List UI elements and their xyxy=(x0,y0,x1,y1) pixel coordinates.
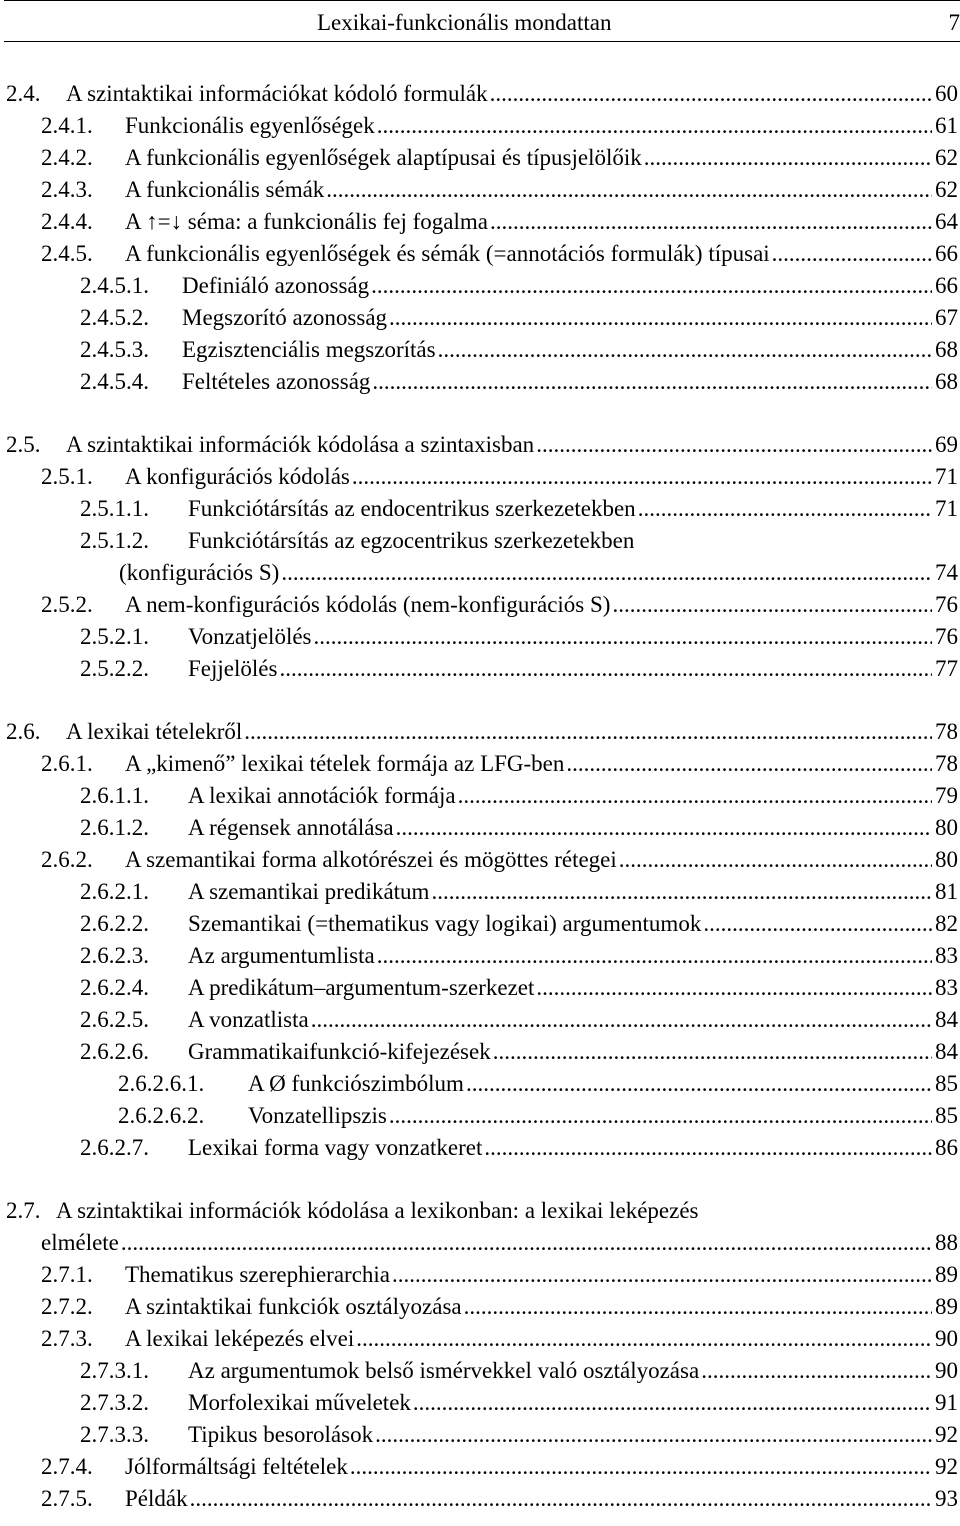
toc-entry-number: 2.4.4. xyxy=(41,209,93,234)
toc-entry-title: Az argumentumok belső ismérvekkel való osztályozása xyxy=(188,1358,700,1383)
toc-entry-title-continuation: elmélete xyxy=(41,1230,119,1255)
dot-leader xyxy=(377,111,932,141)
toc-entry[interactable] xyxy=(80,813,958,843)
toc-entry-title: A funkcionális egyenlőségek és sémák (=annotációs formulák) típusai xyxy=(125,241,770,266)
toc-entry-number: 2.4.3. xyxy=(41,177,93,202)
toc-entry-continuation[interactable] xyxy=(41,1228,958,1258)
toc-entry-page: 66 xyxy=(935,241,958,266)
toc-entry-page: 84 xyxy=(935,1039,958,1064)
toc-entry-continuation[interactable] xyxy=(119,558,958,588)
toc-entry-page: 66 xyxy=(935,273,958,298)
dot-leader xyxy=(536,430,932,460)
toc-entry-number: 2.5.1.1. xyxy=(80,496,149,521)
toc-entry-page: 68 xyxy=(935,337,958,362)
toc-entry[interactable] xyxy=(80,1005,958,1035)
toc-entry[interactable] xyxy=(41,143,958,173)
toc-entry-title: Példák xyxy=(125,1486,188,1511)
dot-leader xyxy=(326,175,932,205)
dot-leader xyxy=(314,622,933,652)
toc-entry-number: 2.6.1. xyxy=(41,751,93,776)
toc-entry-title: A szintaktikai funkciók osztályozása xyxy=(125,1294,462,1319)
toc-entry-title: Fejjelölés xyxy=(188,656,278,681)
toc-entry-number: 2.7.3.1. xyxy=(80,1358,149,1383)
toc-entry[interactable] xyxy=(41,845,958,875)
toc-entry-page: 90 xyxy=(935,1326,958,1351)
toc-entry-page: 81 xyxy=(935,879,958,904)
toc-entry-title: A „kimenő” lexikai tételek formája az LFG-ben xyxy=(125,751,565,776)
dot-leader xyxy=(244,717,932,747)
dot-leader xyxy=(490,79,932,109)
toc-entry-title: A konfigurációs kódolás xyxy=(125,464,350,489)
toc-entry-page: 91 xyxy=(935,1390,958,1415)
toc-entry[interactable] xyxy=(41,239,958,269)
toc-entry-number: 2.7.4. xyxy=(41,1454,93,1479)
toc-entry[interactable] xyxy=(41,1260,958,1290)
toc-entry[interactable] xyxy=(6,79,958,109)
toc-entry-page: 93 xyxy=(935,1486,958,1511)
toc-entry[interactable] xyxy=(118,1101,958,1131)
toc-entry-number: 2.5. xyxy=(6,432,41,457)
toc-entry[interactable] xyxy=(80,1037,958,1067)
dot-leader xyxy=(619,845,932,875)
toc-entry-number: 2.7.3.3. xyxy=(80,1422,149,1447)
dot-leader xyxy=(190,1484,932,1514)
toc-entry-title: Jólformáltsági feltételek xyxy=(125,1454,348,1479)
dot-leader xyxy=(438,335,932,365)
toc-entry-page: 80 xyxy=(935,815,958,840)
toc-entry[interactable] xyxy=(41,207,958,237)
dot-leader xyxy=(311,1005,932,1035)
toc-entry-number: 2.6.2.5. xyxy=(80,1007,149,1032)
toc-entry-number: 2.4.2. xyxy=(41,145,93,170)
toc-entry[interactable] xyxy=(80,526,634,556)
toc-entry-title: Funkciótársítás az egzocentrikus szerkezetekben xyxy=(188,528,635,553)
dot-leader xyxy=(389,303,932,333)
toc-entry-page: 92 xyxy=(935,1454,958,1479)
toc-entry-number: 2.5.2.1. xyxy=(80,624,149,649)
toc-entry-title: A szemantikai forma alkotórészei és mögöttes rétegei xyxy=(125,847,617,872)
toc-entry-title: Morfolexikai műveletek xyxy=(188,1390,411,1415)
dot-leader xyxy=(377,941,932,971)
dot-leader xyxy=(484,1133,932,1163)
toc-entry-number: 2.7.3. xyxy=(41,1326,93,1351)
toc-entry[interactable] xyxy=(80,941,958,971)
toc-entry-number: 2.5.1.2. xyxy=(80,528,149,553)
toc-entry-page: 82 xyxy=(935,911,958,936)
dot-leader xyxy=(493,1037,932,1067)
toc-entry-number: 2.4.5.1. xyxy=(80,273,149,298)
toc-entry-page: 76 xyxy=(935,592,958,617)
toc-entry[interactable] xyxy=(41,1292,958,1322)
toc-entry-page: 80 xyxy=(935,847,958,872)
toc-entry-page: 79 xyxy=(935,783,958,808)
dot-leader xyxy=(372,367,932,397)
toc-entry-number: 2.6.1.1. xyxy=(80,783,149,808)
toc-entry-number: 2.4.5.3. xyxy=(80,337,149,362)
toc-entry-title: Az argumentumlista xyxy=(188,943,375,968)
toc-entry[interactable] xyxy=(118,1069,958,1099)
toc-entry-title: Funkciótársítás az endocentrikus szerkezetekben xyxy=(188,496,636,521)
toc-entry-page: 74 xyxy=(935,560,958,585)
running-header-title: Lexikai-funkcionális mondattan xyxy=(317,10,612,35)
toc-entry[interactable] xyxy=(80,973,958,1003)
dot-leader xyxy=(466,1069,932,1099)
toc-entry-title: Vonzatjelölés xyxy=(188,624,312,649)
toc-entry-page: 85 xyxy=(935,1071,958,1096)
toc-entry-number: 2.7.2. xyxy=(41,1294,93,1319)
dot-leader xyxy=(644,143,932,173)
toc-entry[interactable] xyxy=(41,749,958,779)
toc-entry-title: A lexikai leképezés elvei xyxy=(125,1326,355,1351)
page-number: 7 xyxy=(948,10,960,35)
dot-leader xyxy=(464,1292,932,1322)
toc-entry-number: 2.5.2. xyxy=(41,592,93,617)
toc-entry-page: 64 xyxy=(935,209,958,234)
toc-entry-title: Egzisztenciális megszorítás xyxy=(182,337,436,362)
toc-entry-page: 71 xyxy=(935,496,958,521)
toc-entry-title: Megszorító azonosság xyxy=(182,305,388,330)
toc-entry-title: A szintaktikai információk kódolása a szintaxisban xyxy=(66,432,535,457)
toc-entry-title: Funkcionális egyenlőségek xyxy=(125,113,375,138)
toc-entry[interactable] xyxy=(6,430,958,460)
toc-entry-title: Lexikai forma vagy vonzatkeret xyxy=(188,1135,483,1160)
toc-entry[interactable] xyxy=(80,909,958,939)
toc-entry-title: Szemantikai (=thematikus vagy logikai) argumentumok xyxy=(188,911,702,936)
toc-entry-title: A nem-konfigurációs kódolás (nem-konfigurációs S) xyxy=(125,592,611,617)
toc-entry-page: 60 xyxy=(935,81,958,106)
dot-leader xyxy=(490,207,932,237)
toc-entry[interactable] xyxy=(41,1324,958,1354)
dot-leader xyxy=(352,462,932,492)
dot-leader xyxy=(638,494,932,524)
toc-entry-title: A Ø funkciószimbólum xyxy=(248,1071,464,1096)
toc-entry-page: 71 xyxy=(935,464,958,489)
toc-entry-number: 2.4.5.4. xyxy=(80,369,149,394)
toc-entry[interactable] xyxy=(80,1133,958,1163)
toc-entry-page: 83 xyxy=(935,975,958,1000)
toc-entry-title: A predikátum–argumentum-szerkezet xyxy=(188,975,535,1000)
toc-entry-page: 84 xyxy=(935,1007,958,1032)
toc-entry-number: 2.7.5. xyxy=(41,1486,93,1511)
dot-leader xyxy=(121,1228,932,1258)
toc-entry-title: A szintaktikai információkat kódoló formulák xyxy=(66,81,488,106)
dot-leader xyxy=(703,909,932,939)
toc-entry-page: 78 xyxy=(935,719,958,744)
toc-entry-page: 62 xyxy=(935,145,958,170)
dot-leader xyxy=(389,1101,932,1131)
dot-leader xyxy=(701,1356,932,1386)
toc-entry-number: 2.6.2.4. xyxy=(80,975,149,1000)
dot-leader xyxy=(396,813,932,843)
dot-leader xyxy=(350,1452,932,1482)
toc-entry[interactable] xyxy=(80,335,958,365)
toc-entry-number: 2.6.1.2. xyxy=(80,815,149,840)
toc-entry[interactable] xyxy=(80,494,958,524)
toc-entry[interactable] xyxy=(80,367,958,397)
toc-entry-title: A funkcionális egyenlőségek alaptípusai és típusjelölőik xyxy=(125,145,642,170)
toc-entry-page: 92 xyxy=(935,1422,958,1447)
dot-leader xyxy=(772,239,932,269)
toc-entry-number: 2.4.1. xyxy=(41,113,93,138)
toc-entry[interactable] xyxy=(80,271,958,301)
toc-entry-number: 2.7.1. xyxy=(41,1262,93,1287)
dot-leader xyxy=(392,1260,932,1290)
toc-entry-number: 2.6.2.2. xyxy=(80,911,149,936)
toc-entry[interactable] xyxy=(80,1356,958,1386)
toc-entry-page: 86 xyxy=(935,1135,958,1160)
toc-entry-page: 77 xyxy=(935,656,958,681)
dot-leader xyxy=(612,590,932,620)
toc-entry-page: 61 xyxy=(935,113,958,138)
toc-entry-number: 2.4.5. xyxy=(41,241,93,266)
toc-entry[interactable] xyxy=(80,654,958,684)
toc-entry-number: 2.7.3.2. xyxy=(80,1390,149,1415)
toc-entry-title: A vonzatlista xyxy=(188,1007,309,1032)
toc-entry-title: Tipikus besorolások xyxy=(188,1422,374,1447)
toc-entry-number: 2.6.2.7. xyxy=(80,1135,149,1160)
dot-leader xyxy=(413,1388,932,1418)
dot-leader xyxy=(566,749,932,779)
dot-leader xyxy=(375,1420,932,1450)
toc-entry[interactable] xyxy=(80,1388,958,1418)
toc-entry-title: Definiáló azonosság xyxy=(182,273,370,298)
toc-entry[interactable] xyxy=(41,111,958,141)
toc-entry-title: A szemantikai predikátum xyxy=(188,879,430,904)
toc-entry-page: 88 xyxy=(935,1230,958,1255)
toc-entry-page: 67 xyxy=(935,305,958,330)
dot-leader xyxy=(371,271,932,301)
toc-entry-title: A ↑=↓ séma: a funkcionális fej fogalma xyxy=(125,209,488,234)
toc-entry-page: 85 xyxy=(935,1103,958,1128)
toc-entry-page: 89 xyxy=(935,1294,958,1319)
toc-entry-title: A lexikai annotációk formája xyxy=(188,783,456,808)
toc-entry-number: 2.4. xyxy=(6,81,41,106)
toc-entry[interactable] xyxy=(80,303,958,333)
toc-entry-number: 2.6.2.6.2. xyxy=(118,1103,205,1128)
toc-entry-number: 2.5.2.2. xyxy=(80,656,149,681)
dot-leader xyxy=(431,877,932,907)
toc-entry[interactable] xyxy=(41,1484,958,1514)
toc-entry-title-continuation: (konfigurációs S) xyxy=(119,560,280,585)
toc-entry-title: Thematikus szerephierarchia xyxy=(125,1262,391,1287)
toc-entry-page: 76 xyxy=(935,624,958,649)
toc-entry-page: 78 xyxy=(935,751,958,776)
toc-entry-title: A lexikai tételekről xyxy=(66,719,243,744)
toc-entry-number: 2.5.1. xyxy=(41,464,93,489)
toc-entry[interactable] xyxy=(80,781,958,811)
toc-entry-number: 2.6.2. xyxy=(41,847,93,872)
toc-entry-number: 2.6.2.1. xyxy=(80,879,149,904)
toc-entry-title: Feltételes azonosság xyxy=(182,369,371,394)
toc-entry-page: 62 xyxy=(935,177,958,202)
dot-leader xyxy=(536,973,932,1003)
toc-entry[interactable] xyxy=(6,1196,699,1226)
toc-entry[interactable] xyxy=(80,622,958,652)
toc-entry[interactable] xyxy=(41,175,958,205)
toc-entry[interactable] xyxy=(80,877,958,907)
toc-entry-title: Vonzatellipszis xyxy=(248,1103,387,1128)
toc-entry-title: A szintaktikai információk kódolása a lexikonban: a lexikai leképezés xyxy=(56,1198,699,1223)
toc-entry-title: Grammatikaifunkció-kifejezések xyxy=(188,1039,491,1064)
toc-entry-number: 2.6.2.6.1. xyxy=(118,1071,205,1096)
toc-entry-number: 2.6. xyxy=(6,719,41,744)
toc-entry[interactable] xyxy=(41,590,958,620)
toc-entry-page: 90 xyxy=(935,1358,958,1383)
toc-entry-title: A funkcionális sémák xyxy=(125,177,325,202)
toc-entry-page: 83 xyxy=(935,943,958,968)
dot-leader xyxy=(279,654,932,684)
toc-entry[interactable] xyxy=(80,1420,958,1450)
toc-entry[interactable] xyxy=(41,1452,958,1482)
toc-entry-title: A régensek annotálása xyxy=(188,815,394,840)
toc-entry-page: 69 xyxy=(935,432,958,457)
toc-entry[interactable] xyxy=(41,462,958,492)
toc-entry-number: 2.7. xyxy=(6,1198,41,1223)
toc-entry[interactable] xyxy=(6,717,958,747)
dot-leader xyxy=(356,1324,932,1354)
dot-leader xyxy=(458,781,932,811)
toc-entry-page: 89 xyxy=(935,1262,958,1287)
toc-entry-number: 2.6.2.6. xyxy=(80,1039,149,1064)
toc-entry-number: 2.4.5.2. xyxy=(80,305,149,330)
toc-entry-page: 68 xyxy=(935,369,958,394)
dot-leader xyxy=(281,558,932,588)
toc-entry-number: 2.6.2.3. xyxy=(80,943,149,968)
